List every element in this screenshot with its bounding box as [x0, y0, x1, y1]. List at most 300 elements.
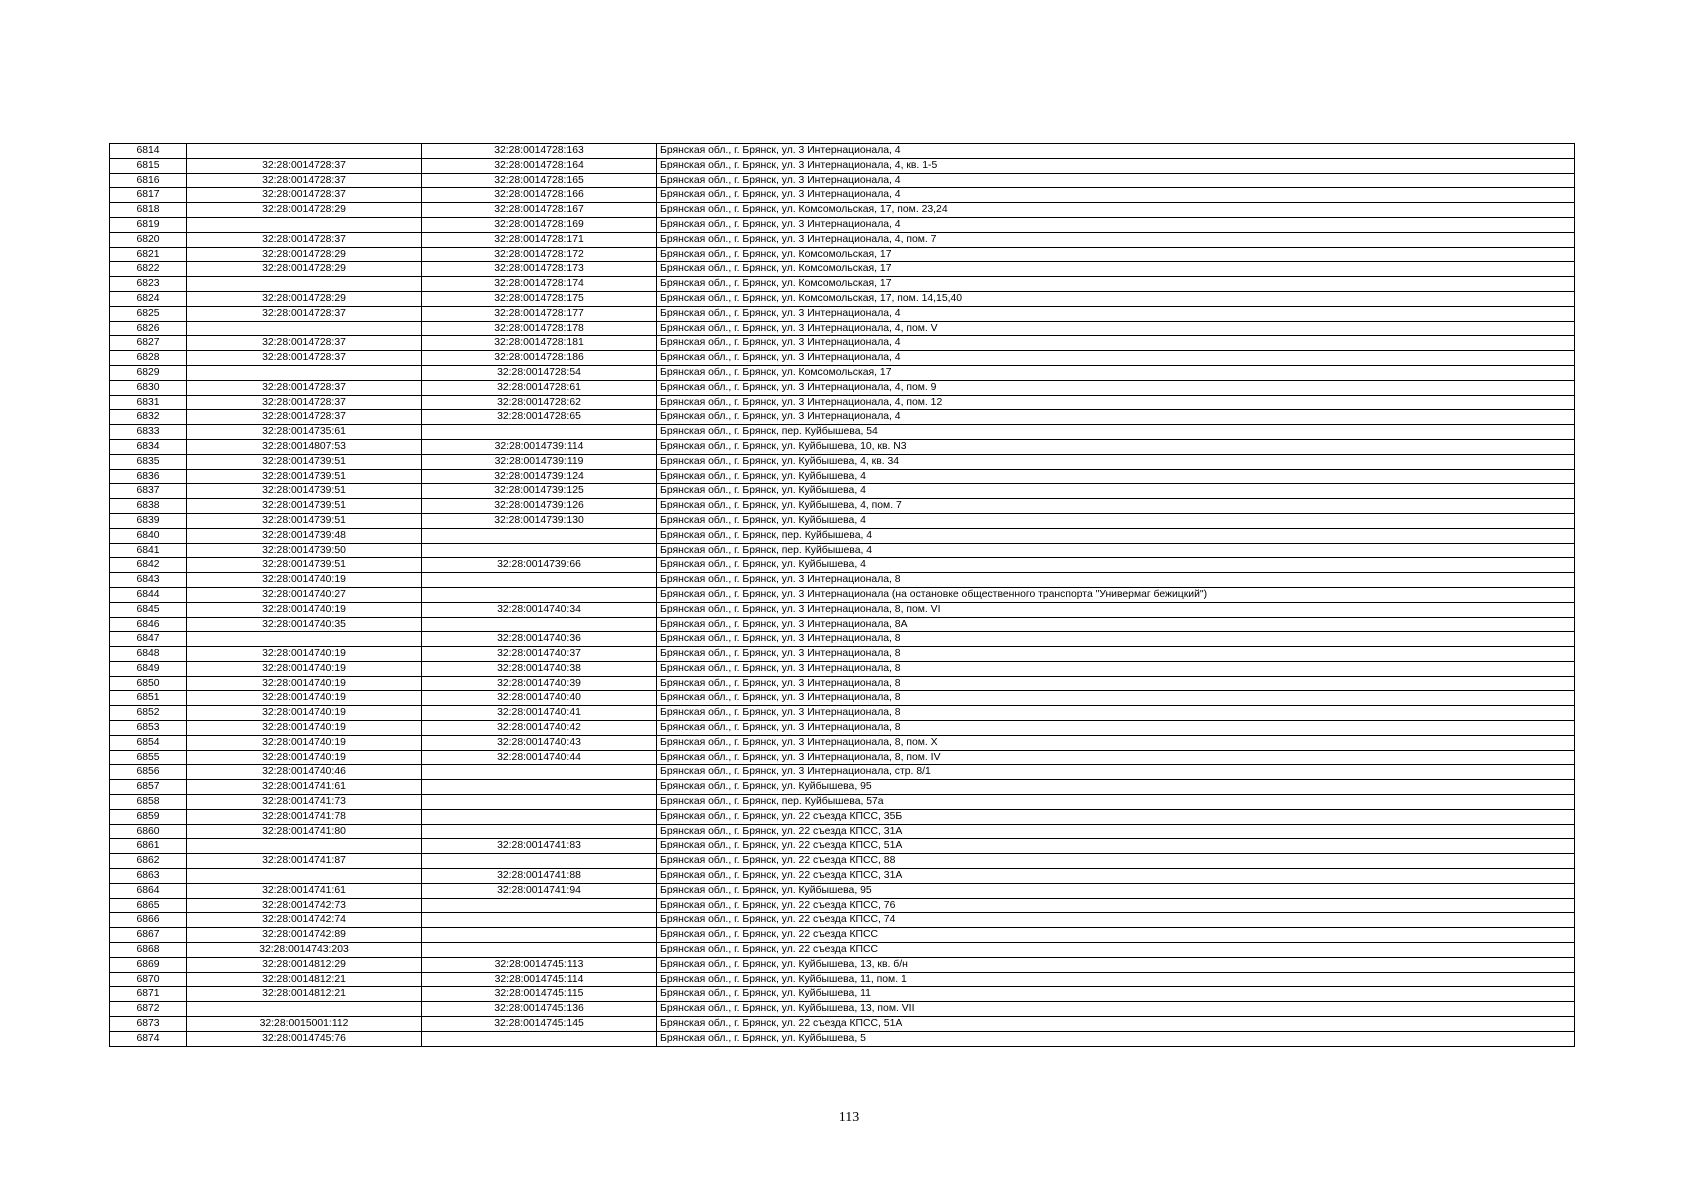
address-cell: Брянская обл., г. Брянск, ул. 22 съезда КПСС, 31А — [657, 824, 1575, 839]
object-cadastral-number-cell: 32:28:0014745:145 — [422, 1017, 657, 1032]
object-cadastral-number-cell: 32:28:0014739:119 — [422, 454, 657, 469]
row-number-cell: 6831 — [110, 395, 187, 410]
object-cadastral-number-cell: 32:28:0014728:175 — [422, 291, 657, 306]
object-cadastral-number-cell — [422, 854, 657, 869]
object-cadastral-number-cell: 32:28:0014739:66 — [422, 558, 657, 573]
land-cadastral-number-cell: 32:28:0014739:50 — [187, 543, 422, 558]
object-cadastral-number-cell: 32:28:0014728:178 — [422, 321, 657, 336]
row-number-cell: 6818 — [110, 203, 187, 218]
address-cell: Брянская обл., г. Брянск, ул. 3 Интернационала, 8 — [657, 676, 1575, 691]
table-row — [110, 188, 1575, 203]
table-row — [110, 336, 1575, 351]
address-cell: Брянская обл., г. Брянск, ул. Комсомольская, 17 — [657, 247, 1575, 262]
land-cadastral-number-cell: 32:28:0014739:48 — [187, 528, 422, 543]
address-cell: Брянская обл., г. Брянск, ул. 3 Интернационала (на остановке общественного транспорта "Универмаг бежицкий") — [657, 587, 1575, 602]
address-cell: Брянская обл., г. Брянск, ул. 3 Интернационала, 4, пом. V — [657, 321, 1575, 336]
row-number-cell: 6844 — [110, 587, 187, 602]
object-cadastral-number-cell: 32:28:0014741:94 — [422, 883, 657, 898]
table-row — [110, 454, 1575, 469]
object-cadastral-number-cell: 32:28:0014739:125 — [422, 484, 657, 499]
table-row — [110, 277, 1575, 292]
table-row — [110, 262, 1575, 277]
address-cell: Брянская обл., г. Брянск, ул. 3 Интернационала, 4 — [657, 336, 1575, 351]
row-number-cell: 6854 — [110, 735, 187, 750]
table-row — [110, 217, 1575, 232]
object-cadastral-number-cell: 32:28:0014740:38 — [422, 661, 657, 676]
address-cell: Брянская обл., г. Брянск, ул. 3 Интернационала, 4 — [657, 188, 1575, 203]
row-number-cell: 6862 — [110, 854, 187, 869]
table-row — [110, 306, 1575, 321]
table-body — [110, 144, 1575, 1047]
land-cadastral-number-cell: 32:28:0014739:51 — [187, 499, 422, 514]
address-cell: Брянская обл., г. Брянск, ул. 3 Интернационала, 8 — [657, 647, 1575, 662]
land-cadastral-number-cell: 32:28:0014740:46 — [187, 765, 422, 780]
land-cadastral-number-cell: 32:28:0014740:19 — [187, 573, 422, 588]
land-cadastral-number-cell: 32:28:0014728:37 — [187, 351, 422, 366]
land-cadastral-number-cell: 32:28:0014739:51 — [187, 484, 422, 499]
row-number-cell: 6849 — [110, 661, 187, 676]
address-cell: Брянская обл., г. Брянск, ул. Комсомольская, 17, пом. 14,15,40 — [657, 291, 1575, 306]
object-cadastral-number-cell: 32:28:0014739:126 — [422, 499, 657, 514]
table-row — [110, 410, 1575, 425]
address-cell: Брянская обл., г. Брянск, ул. Комсомольская, 17 — [657, 262, 1575, 277]
land-cadastral-number-cell: 32:28:0014812:21 — [187, 972, 422, 987]
row-number-cell: 6820 — [110, 232, 187, 247]
address-cell: Брянская обл., г. Брянск, ул. Куйбышева, 11, пом. 1 — [657, 972, 1575, 987]
land-cadastral-number-cell: 32:28:0014735:61 — [187, 425, 422, 440]
table-row — [110, 513, 1575, 528]
table-row — [110, 735, 1575, 750]
table-row — [110, 558, 1575, 573]
address-cell: Брянская обл., г. Брянск, ул. Комсомольская, 17 — [657, 277, 1575, 292]
land-cadastral-number-cell: 32:28:0014741:80 — [187, 824, 422, 839]
land-cadastral-number-cell: 32:28:0014728:29 — [187, 247, 422, 262]
land-cadastral-number-cell: 32:28:0014742:89 — [187, 928, 422, 943]
address-cell: Брянская обл., г. Брянск, ул. Куйбышева, 95 — [657, 780, 1575, 795]
row-number-cell: 6830 — [110, 380, 187, 395]
table-row — [110, 647, 1575, 662]
address-cell: Брянская обл., г. Брянск, ул. 3 Интернационала, 4, кв. 1-5 — [657, 158, 1575, 173]
row-number-cell: 6837 — [110, 484, 187, 499]
table-row — [110, 291, 1575, 306]
address-cell: Брянская обл., г. Брянск, ул. 3 Интернационала, 4, пом. 9 — [657, 380, 1575, 395]
land-cadastral-number-cell — [187, 217, 422, 232]
object-cadastral-number-cell — [422, 898, 657, 913]
address-cell: Брянская обл., г. Брянск, ул. 3 Интернационала, 8, пом. X — [657, 735, 1575, 750]
land-cadastral-number-cell — [187, 365, 422, 380]
object-cadastral-number-cell — [422, 573, 657, 588]
table-row — [110, 232, 1575, 247]
object-cadastral-number-cell: 32:28:0014728:171 — [422, 232, 657, 247]
land-cadastral-number-cell: 32:28:0014740:19 — [187, 647, 422, 662]
land-cadastral-number-cell: 32:28:0014741:73 — [187, 795, 422, 810]
land-cadastral-number-cell: 32:28:0014742:74 — [187, 913, 422, 928]
table-row — [110, 809, 1575, 824]
object-cadastral-number-cell: 32:28:0014741:88 — [422, 869, 657, 884]
object-cadastral-number-cell: 32:28:0014739:124 — [422, 469, 657, 484]
address-cell: Брянская обл., г. Брянск, ул. Куйбышева, 4 — [657, 513, 1575, 528]
address-cell: Брянская обл., г. Брянск, пер. Куйбышева, 4 — [657, 543, 1575, 558]
row-number-cell: 6840 — [110, 528, 187, 543]
land-cadastral-number-cell: 32:28:0014740:19 — [187, 691, 422, 706]
object-cadastral-number-cell: 32:28:0014728:167 — [422, 203, 657, 218]
table-row — [110, 913, 1575, 928]
row-number-cell: 6843 — [110, 573, 187, 588]
address-cell: Брянская обл., г. Брянск, ул. 3 Интернационала, 4 — [657, 144, 1575, 159]
land-cadastral-number-cell: 32:28:0014728:29 — [187, 291, 422, 306]
table-row — [110, 780, 1575, 795]
address-cell: Брянская обл., г. Брянск, ул. 3 Интернационала, 8 — [657, 691, 1575, 706]
object-cadastral-number-cell: 32:28:0014728:166 — [422, 188, 657, 203]
object-cadastral-number-cell: 32:28:0014728:169 — [422, 217, 657, 232]
land-cadastral-number-cell: 32:28:0014745:76 — [187, 1031, 422, 1046]
address-cell: Брянская обл., г. Брянск, ул. 3 Интернационала, 8 — [657, 632, 1575, 647]
row-number-cell: 6868 — [110, 943, 187, 958]
land-cadastral-number-cell — [187, 632, 422, 647]
address-cell: Брянская обл., г. Брянск, ул. 3 Интернационала, 8А — [657, 617, 1575, 632]
table-row — [110, 676, 1575, 691]
table-row — [110, 869, 1575, 884]
table-row — [110, 484, 1575, 499]
land-cadastral-number-cell: 32:28:0014741:61 — [187, 883, 422, 898]
row-number-cell: 6828 — [110, 351, 187, 366]
table-row — [110, 203, 1575, 218]
land-cadastral-number-cell: 32:28:0014741:61 — [187, 780, 422, 795]
address-cell: Брянская обл., г. Брянск, ул. Куйбышева, 4 — [657, 469, 1575, 484]
land-cadastral-number-cell: 32:28:0014728:37 — [187, 380, 422, 395]
object-cadastral-number-cell: 32:28:0014745:136 — [422, 1002, 657, 1017]
land-cadastral-number-cell — [187, 869, 422, 884]
land-cadastral-number-cell: 32:28:0014739:51 — [187, 558, 422, 573]
table-row — [110, 839, 1575, 854]
object-cadastral-number-cell: 32:28:0014728:65 — [422, 410, 657, 425]
row-number-cell: 6866 — [110, 913, 187, 928]
land-cadastral-number-cell: 32:28:0014807:53 — [187, 439, 422, 454]
row-number-cell: 6855 — [110, 750, 187, 765]
address-cell: Брянская обл., г. Брянск, ул. 22 съезда КПСС, 51А — [657, 1017, 1575, 1032]
table-row — [110, 661, 1575, 676]
address-cell: Брянская обл., г. Брянск, ул. Куйбышева, 13, пом. VII — [657, 1002, 1575, 1017]
address-cell: Брянская обл., г. Брянск, ул. 22 съезда КПСС, 35Б — [657, 809, 1575, 824]
land-cadastral-number-cell: 32:28:0014739:51 — [187, 469, 422, 484]
table-row — [110, 439, 1575, 454]
object-cadastral-number-cell: 32:28:0014728:62 — [422, 395, 657, 410]
table-row — [110, 1002, 1575, 1017]
row-number-cell: 6846 — [110, 617, 187, 632]
row-number-cell: 6817 — [110, 188, 187, 203]
address-cell: Брянская обл., г. Брянск, ул. 3 Интернационала, 4 — [657, 351, 1575, 366]
object-cadastral-number-cell — [422, 1031, 657, 1046]
object-cadastral-number-cell — [422, 587, 657, 602]
object-cadastral-number-cell — [422, 765, 657, 780]
table-row — [110, 380, 1575, 395]
table-row — [110, 632, 1575, 647]
row-number-cell: 6872 — [110, 1002, 187, 1017]
table-row — [110, 351, 1575, 366]
land-cadastral-number-cell: 32:28:0014741:87 — [187, 854, 422, 869]
land-cadastral-number-cell: 32:28:0014740:19 — [187, 735, 422, 750]
row-number-cell: 6845 — [110, 602, 187, 617]
address-cell: Брянская обл., г. Брянск, ул. 22 съезда КПСС, 76 — [657, 898, 1575, 913]
object-cadastral-number-cell — [422, 824, 657, 839]
row-number-cell: 6848 — [110, 647, 187, 662]
land-cadastral-number-cell: 32:28:0014740:19 — [187, 706, 422, 721]
land-cadastral-number-cell: 32:28:0014728:37 — [187, 306, 422, 321]
land-cadastral-number-cell: 32:28:0014742:73 — [187, 898, 422, 913]
table-row — [110, 824, 1575, 839]
object-cadastral-number-cell: 32:28:0014741:83 — [422, 839, 657, 854]
address-cell: Брянская обл., г. Брянск, ул. 3 Интернационала, 8 — [657, 573, 1575, 588]
table-row — [110, 987, 1575, 1002]
table-row — [110, 795, 1575, 810]
row-number-cell: 6869 — [110, 957, 187, 972]
row-number-cell: 6851 — [110, 691, 187, 706]
row-number-cell: 6871 — [110, 987, 187, 1002]
table-row — [110, 587, 1575, 602]
address-cell: Брянская обл., г. Брянск, ул. Куйбышева, 4 — [657, 484, 1575, 499]
address-cell: Брянская обл., г. Брянск, ул. 3 Интернационала, 4, пом. 12 — [657, 395, 1575, 410]
land-cadastral-number-cell: 32:28:0014740:19 — [187, 676, 422, 691]
row-number-cell: 6865 — [110, 898, 187, 913]
row-number-cell: 6850 — [110, 676, 187, 691]
address-cell: Брянская обл., г. Брянск, ул. 3 Интернационала, 8 — [657, 721, 1575, 736]
row-number-cell: 6819 — [110, 217, 187, 232]
land-cadastral-number-cell: 32:28:0014728:29 — [187, 203, 422, 218]
object-cadastral-number-cell — [422, 543, 657, 558]
object-cadastral-number-cell — [422, 617, 657, 632]
row-number-cell: 6856 — [110, 765, 187, 780]
land-cadastral-number-cell: 32:28:0014743:203 — [187, 943, 422, 958]
register-sheet — [109, 143, 1574, 1047]
land-cadastral-number-cell: 32:28:0014740:19 — [187, 750, 422, 765]
object-cadastral-number-cell — [422, 795, 657, 810]
row-number-cell: 6829 — [110, 365, 187, 380]
land-cadastral-number-cell: 32:28:0014728:37 — [187, 410, 422, 425]
address-cell: Брянская обл., г. Брянск, ул. Куйбышева, 10, кв. N3 — [657, 439, 1575, 454]
row-number-cell: 6873 — [110, 1017, 187, 1032]
land-cadastral-number-cell — [187, 277, 422, 292]
object-cadastral-number-cell — [422, 809, 657, 824]
table-row — [110, 144, 1575, 159]
land-cadastral-number-cell: 32:28:0014740:19 — [187, 661, 422, 676]
row-number-cell: 6859 — [110, 809, 187, 824]
cadastral-register-table — [109, 143, 1575, 1047]
table-row — [110, 425, 1575, 440]
land-cadastral-number-cell — [187, 839, 422, 854]
table-row — [110, 365, 1575, 380]
row-number-cell: 6857 — [110, 780, 187, 795]
land-cadastral-number-cell: 32:28:0014728:37 — [187, 336, 422, 351]
object-cadastral-number-cell: 32:28:0014728:61 — [422, 380, 657, 395]
row-number-cell: 6870 — [110, 972, 187, 987]
address-cell: Брянская обл., г. Брянск, ул. 3 Интернационала, 8, пом. VI — [657, 602, 1575, 617]
table-row — [110, 602, 1575, 617]
row-number-cell: 6823 — [110, 277, 187, 292]
table-row — [110, 972, 1575, 987]
object-cadastral-number-cell: 32:28:0014728:163 — [422, 144, 657, 159]
row-number-cell: 6839 — [110, 513, 187, 528]
row-number-cell: 6836 — [110, 469, 187, 484]
row-number-cell: 6827 — [110, 336, 187, 351]
object-cadastral-number-cell: 32:28:0014745:115 — [422, 987, 657, 1002]
address-cell: Брянская обл., г. Брянск, пер. Куйбышева, 54 — [657, 425, 1575, 440]
object-cadastral-number-cell: 32:28:0014740:37 — [422, 647, 657, 662]
address-cell: Брянская обл., г. Брянск, пер. Куйбышева, 4 — [657, 528, 1575, 543]
row-number-cell: 6814 — [110, 144, 187, 159]
address-cell: Брянская обл., г. Брянск, ул. Комсомольская, 17, пом. 23,24 — [657, 203, 1575, 218]
address-cell: Брянская обл., г. Брянск, ул. 3 Интернационала, 4 — [657, 410, 1575, 425]
object-cadastral-number-cell — [422, 780, 657, 795]
object-cadastral-number-cell: 32:28:0014745:113 — [422, 957, 657, 972]
address-cell: Брянская обл., г. Брянск, ул. 3 Интернационала, 4, пом. 7 — [657, 232, 1575, 247]
row-number-cell: 6852 — [110, 706, 187, 721]
table-row — [110, 854, 1575, 869]
table-row — [110, 750, 1575, 765]
address-cell: Брянская обл., г. Брянск, ул. Куйбышева, 4 — [657, 558, 1575, 573]
address-cell: Брянская обл., г. Брянск, ул. Куйбышева, 95 — [657, 883, 1575, 898]
row-number-cell: 6858 — [110, 795, 187, 810]
land-cadastral-number-cell: 32:28:0014728:37 — [187, 173, 422, 188]
address-cell: Брянская обл., г. Брянск, ул. 3 Интернационала, 8 — [657, 661, 1575, 676]
address-cell: Брянская обл., г. Брянск, ул. 3 Интернационала, 4 — [657, 217, 1575, 232]
land-cadastral-number-cell: 32:28:0014728:37 — [187, 395, 422, 410]
land-cadastral-number-cell: 32:28:0014739:51 — [187, 513, 422, 528]
address-cell: Брянская обл., г. Брянск, ул. Куйбышева, 5 — [657, 1031, 1575, 1046]
land-cadastral-number-cell — [187, 1002, 422, 1017]
row-number-cell: 6826 — [110, 321, 187, 336]
address-cell: Брянская обл., г. Брянск, ул. 22 съезда КПСС, 51А — [657, 839, 1575, 854]
table-row — [110, 173, 1575, 188]
land-cadastral-number-cell: 32:28:0014728:37 — [187, 188, 422, 203]
table-row — [110, 706, 1575, 721]
table-row — [110, 883, 1575, 898]
address-cell: Брянская обл., г. Брянск, ул. Куйбышева, 11 — [657, 987, 1575, 1002]
table-row — [110, 543, 1575, 558]
object-cadastral-number-cell: 32:28:0014740:43 — [422, 735, 657, 750]
table-row — [110, 469, 1575, 484]
land-cadastral-number-cell: 32:28:0014739:51 — [187, 454, 422, 469]
table-row — [110, 528, 1575, 543]
land-cadastral-number-cell — [187, 321, 422, 336]
row-number-cell: 6847 — [110, 632, 187, 647]
object-cadastral-number-cell: 32:28:0014739:114 — [422, 439, 657, 454]
land-cadastral-number-cell: 32:28:0014812:29 — [187, 957, 422, 972]
table-row — [110, 321, 1575, 336]
row-number-cell: 6838 — [110, 499, 187, 514]
object-cadastral-number-cell — [422, 943, 657, 958]
object-cadastral-number-cell: 32:28:0014739:130 — [422, 513, 657, 528]
object-cadastral-number-cell: 32:28:0014728:174 — [422, 277, 657, 292]
land-cadastral-number-cell: 32:28:0014740:27 — [187, 587, 422, 602]
row-number-cell: 6832 — [110, 410, 187, 425]
table-row — [110, 1017, 1575, 1032]
object-cadastral-number-cell — [422, 528, 657, 543]
address-cell: Брянская обл., г. Брянск, ул. 3 Интернационала, 8, пом. IV — [657, 750, 1575, 765]
land-cadastral-number-cell: 32:28:0014728:37 — [187, 158, 422, 173]
row-number-cell: 6841 — [110, 543, 187, 558]
address-cell: Брянская обл., г. Брянск, ул. 22 съезда КПСС, 31А — [657, 869, 1575, 884]
table-row — [110, 898, 1575, 913]
object-cadastral-number-cell: 32:28:0014740:40 — [422, 691, 657, 706]
table-row — [110, 395, 1575, 410]
address-cell: Брянская обл., г. Брянск, ул. 3 Интернационала, 4 — [657, 173, 1575, 188]
row-number-cell: 6834 — [110, 439, 187, 454]
row-number-cell: 6861 — [110, 839, 187, 854]
row-number-cell: 6833 — [110, 425, 187, 440]
land-cadastral-number-cell — [187, 144, 422, 159]
address-cell: Брянская обл., г. Брянск, ул. 3 Интернационала, 4 — [657, 306, 1575, 321]
address-cell: Брянская обл., г. Брянск, ул. Куйбышева, 13, кв. б/н — [657, 957, 1575, 972]
row-number-cell: 6860 — [110, 824, 187, 839]
land-cadastral-number-cell: 32:28:0014812:21 — [187, 987, 422, 1002]
object-cadastral-number-cell: 32:28:0014740:44 — [422, 750, 657, 765]
address-cell: Брянская обл., г. Брянск, ул. 3 Интернационала, стр. 8/1 — [657, 765, 1575, 780]
object-cadastral-number-cell: 32:28:0014740:34 — [422, 602, 657, 617]
table-row — [110, 957, 1575, 972]
object-cadastral-number-cell: 32:28:0014740:39 — [422, 676, 657, 691]
address-cell: Брянская обл., г. Брянск, ул. 22 съезда КПСС, 88 — [657, 854, 1575, 869]
row-number-cell: 6874 — [110, 1031, 187, 1046]
object-cadastral-number-cell: 32:28:0014728:164 — [422, 158, 657, 173]
land-cadastral-number-cell: 32:28:0014740:35 — [187, 617, 422, 632]
object-cadastral-number-cell: 32:28:0014728:181 — [422, 336, 657, 351]
table-row — [110, 573, 1575, 588]
table-row — [110, 499, 1575, 514]
object-cadastral-number-cell: 32:28:0014728:165 — [422, 173, 657, 188]
address-cell: Брянская обл., г. Брянск, ул. 22 съезда КПСС — [657, 943, 1575, 958]
object-cadastral-number-cell: 32:28:0014740:36 — [422, 632, 657, 647]
row-number-cell: 6853 — [110, 721, 187, 736]
row-number-cell: 6825 — [110, 306, 187, 321]
row-number-cell: 6821 — [110, 247, 187, 262]
address-cell: Брянская обл., г. Брянск, ул. 3 Интернационала, 8 — [657, 706, 1575, 721]
table-row — [110, 765, 1575, 780]
object-cadastral-number-cell: 32:28:0014728:173 — [422, 262, 657, 277]
row-number-cell: 6816 — [110, 173, 187, 188]
row-number-cell: 6815 — [110, 158, 187, 173]
object-cadastral-number-cell: 32:28:0014745:114 — [422, 972, 657, 987]
address-cell: Брянская обл., г. Брянск, ул. Куйбышева, 4, пом. 7 — [657, 499, 1575, 514]
land-cadastral-number-cell: 32:28:0014728:37 — [187, 232, 422, 247]
address-cell: Брянская обл., г. Брянск, ул. 22 съезда КПСС, 74 — [657, 913, 1575, 928]
object-cadastral-number-cell — [422, 425, 657, 440]
land-cadastral-number-cell: 32:28:0014740:19 — [187, 602, 422, 617]
object-cadastral-number-cell: 32:28:0014728:177 — [422, 306, 657, 321]
table-row — [110, 1031, 1575, 1046]
table-row — [110, 721, 1575, 736]
object-cadastral-number-cell: 32:28:0014728:186 — [422, 351, 657, 366]
address-cell: Брянская обл., г. Брянск, ул. Куйбышева, 4, кв. 34 — [657, 454, 1575, 469]
address-cell: Брянская обл., г. Брянск, ул. Комсомольская, 17 — [657, 365, 1575, 380]
row-number-cell: 6842 — [110, 558, 187, 573]
land-cadastral-number-cell: 32:28:0014741:78 — [187, 809, 422, 824]
table-row — [110, 691, 1575, 706]
object-cadastral-number-cell: 32:28:0014740:42 — [422, 721, 657, 736]
address-cell: Брянская обл., г. Брянск, пер. Куйбышева, 57а — [657, 795, 1575, 810]
table-row — [110, 943, 1575, 958]
row-number-cell: 6822 — [110, 262, 187, 277]
land-cadastral-number-cell: 32:28:0015001:112 — [187, 1017, 422, 1032]
page-number: 113 — [838, 1110, 860, 1125]
object-cadastral-number-cell: 32:28:0014740:41 — [422, 706, 657, 721]
object-cadastral-number-cell — [422, 928, 657, 943]
row-number-cell: 6824 — [110, 291, 187, 306]
table-row — [110, 928, 1575, 943]
table-row — [110, 617, 1575, 632]
object-cadastral-number-cell: 32:28:0014728:172 — [422, 247, 657, 262]
table-row — [110, 247, 1575, 262]
table-row — [110, 158, 1575, 173]
